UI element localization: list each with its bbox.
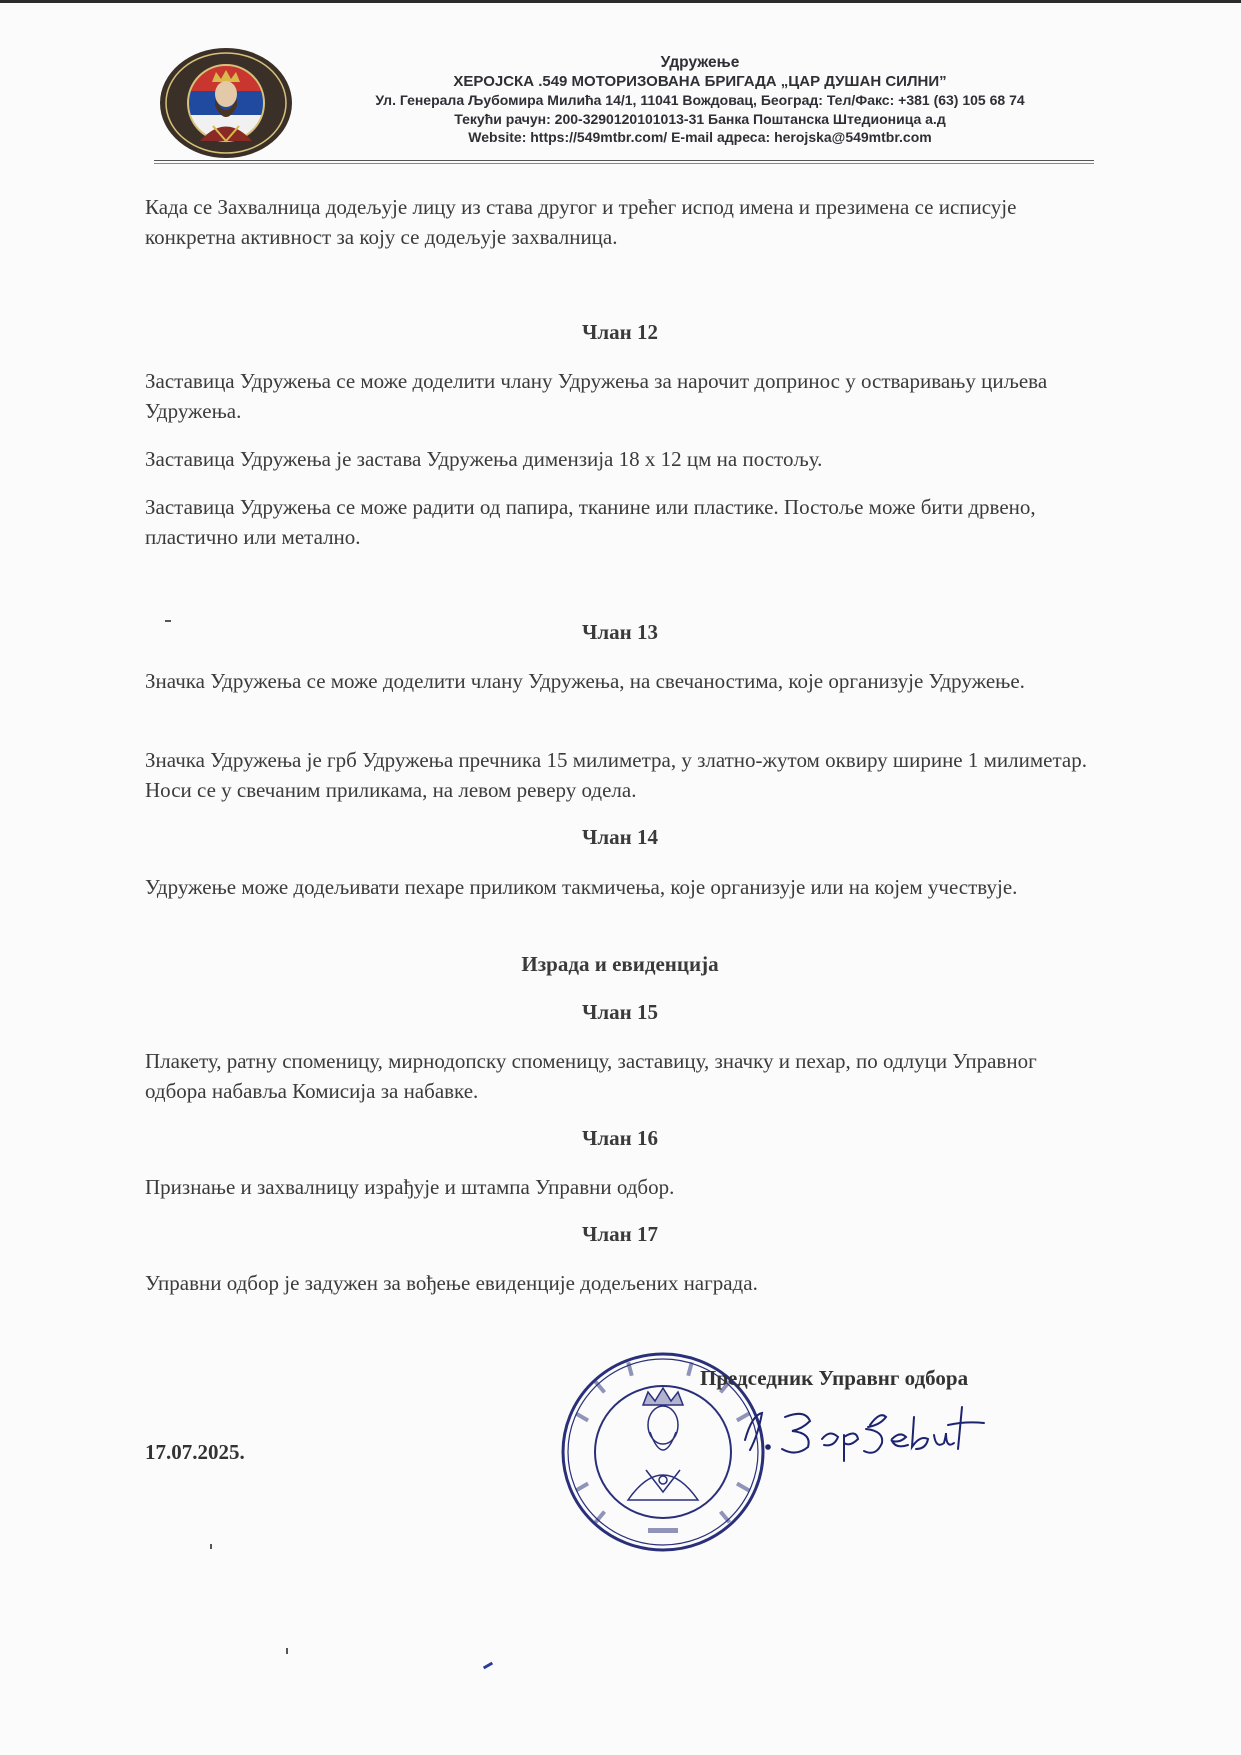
header-divider bbox=[154, 160, 1094, 161]
article-17-title: Члан 17 bbox=[581, 1222, 659, 1246]
intro-paragraph: Када се Захвалница додељује лицу из става другог и трећег испод имена и презимена се исписује конкретна активност за коју се додељује захвалница. bbox=[145, 195, 1017, 249]
article-13-paragraph-1: Значка Удружења се може доделити члану Удружења, на свечаностима, које организује Удружење. bbox=[145, 669, 1025, 693]
article-17-paragraph-1: Управни одбор је задужен за вођење евиденције додељених награда. bbox=[145, 1271, 758, 1295]
scan-top-edge bbox=[0, 0, 1241, 3]
scan-speck bbox=[210, 1544, 212, 1549]
article-13-paragraph-2: Значка Удружења је грб Удружења пречника 15 милиметра, у златно-жутом оквиру ширине 1 милиметар. Носи се у свечаним приликама, на левом реверу одела. bbox=[145, 748, 1087, 802]
scan-speck bbox=[286, 1648, 288, 1654]
handwritten-signature bbox=[740, 1395, 990, 1465]
document-date: 17.07.2025. bbox=[145, 1440, 245, 1464]
article-12-title: Члан 12 bbox=[581, 320, 659, 344]
scan-speck bbox=[165, 620, 171, 622]
letterhead-text bbox=[310, 54, 1090, 147]
article-16-paragraph-1: Признање и захвалницу израђује и штампа Управни одбор. bbox=[145, 1175, 675, 1199]
letterhead-bank-account: Текући рачун: 200-3290120101013-31 Банка Поштанска Штедионица а.д bbox=[454, 110, 946, 127]
section-title: Израда и евиденција bbox=[521, 952, 719, 976]
article-16-title: Члан 16 bbox=[581, 1126, 659, 1150]
article-14-title: Члан 14 bbox=[581, 825, 659, 849]
scan-speck bbox=[483, 1662, 493, 1670]
letterhead bbox=[150, 40, 1095, 162]
signatory-title: Председник Управнг одбора bbox=[700, 1366, 969, 1390]
article-12-paragraph-2: Заставица Удружења је застава Удружења димензија 18 х 12 цм на постољу. bbox=[145, 447, 823, 471]
article-13-title: Члан 13 bbox=[581, 620, 659, 644]
article-14-paragraph-1: Удружење може додељивати пехаре приликом такмичења, које организује или на којем учествује. bbox=[145, 875, 1018, 899]
article-15-title: Члан 15 bbox=[581, 1000, 659, 1024]
letterhead-org-name: ХЕРОЈСКА .549 МОТОРИЗОВАНА БРИГАДА „ЦАР ДУШАН СИЛНИ” bbox=[453, 72, 947, 90]
letterhead-address: Ул. Генерала Љубомира Милића 14/1, 11041 Вождовац, Београд: Тел/Факс: +381 (63) 105 68 74 bbox=[375, 92, 1025, 108]
letterhead-contact: Website: https://549mtbr.com/ E-mail адреса: herojska@549mtbr.com bbox=[468, 129, 932, 145]
header-divider-thin bbox=[154, 163, 1094, 164]
article-12-paragraph-3: Заставица Удружења се може радити од папира, тканине или пластике. Постоље може бити дрвено, пластично или метално. bbox=[145, 495, 1036, 549]
letterhead-org-type: Удружење bbox=[660, 54, 740, 71]
association-logo bbox=[158, 46, 294, 160]
article-15-paragraph-1: Плакету, ратну споменицу, мирнодопску споменицу, заставицу, значку и пехар, по одлуци Управног одбора набавља Комисија за набавке. bbox=[145, 1049, 1037, 1103]
article-12-paragraph-1: Заставица Удружења се може доделити члану Удружења за нарочит допринос у остваривању циљева Удружења. bbox=[145, 369, 1048, 423]
